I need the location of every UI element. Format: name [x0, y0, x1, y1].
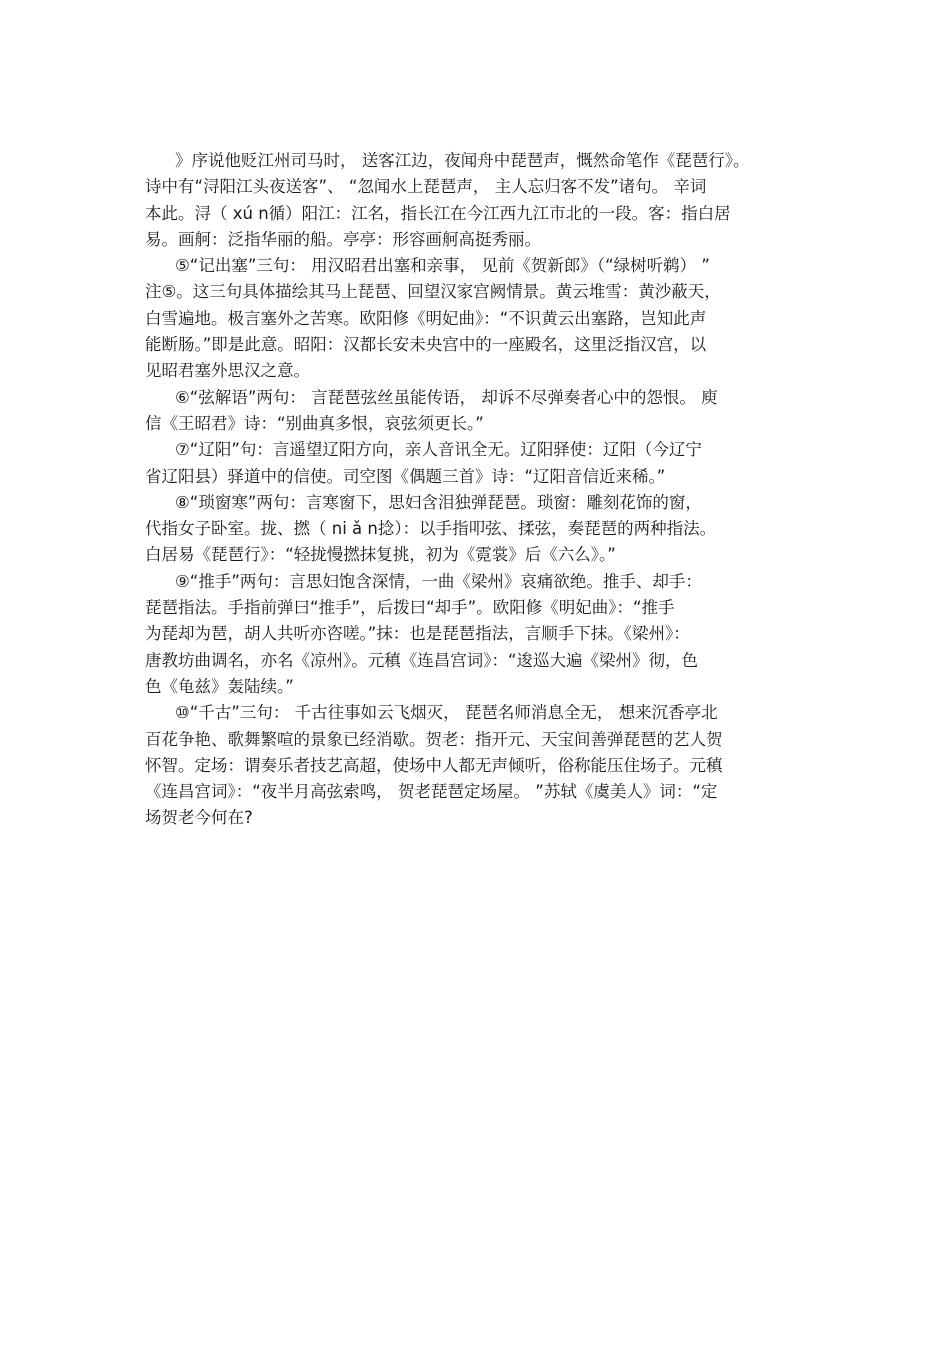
text-line: 》序说他贬江州司马时， 送客江边，夜闻舟中琵琶声，慨然命笔作《琵琶行》。 [175, 151, 750, 170]
text-line: 百花争艳、歌舞繁喧的景象已经消歇。贺老：指开元、天宝间善弹琵琶的艺人贺 [145, 729, 723, 749]
text-line: 省辽阳县）驿道中的信使。司空图《偶题三首》诗：“辽阳音信近来稀。” [145, 466, 666, 486]
text-line: 代指女子卧室。拢、撚（ ni ǎ n捻）：以手指叩弦、揉弦，奏琵琶的两种指法。 [145, 519, 717, 539]
annotation-text-block [145, 148, 810, 832]
text-line: 信《王昭君》诗：“别曲真多恨，哀弦须更长。” [145, 413, 484, 433]
text-line: ⑤“记出塞”三句： 用汉昭君出塞和亲事， 见前《贺新郎》（“绿树听鹈） ” [175, 256, 710, 276]
text-line: ⑨“推手”两句：言思妇饱含深情，一曲《梁州》哀痛欲绝。推手、却手： [175, 571, 702, 591]
text-line: 能断肠。”即是此意。昭阳：汉都长安未央宫中的一座殿名，这里泛指汉宫，以 [145, 335, 707, 355]
text-line: 场贺老今何在? [145, 808, 253, 828]
text-line: 本此。浔（ xú n循）阳江：江名，指长江在今江西九江市北的一段。客：指白居 [145, 203, 731, 223]
text-line: 色《龟兹》轰陆续。” [145, 676, 294, 696]
text-line: 易。画舸：泛指华丽的船。亭亭：形容画舸高挺秀丽。 [145, 229, 541, 249]
text-line: ⑩“千古”三句： 千古往事如云飞烟灭， 琵琶名师消息全无， 想来沉香亭北 [175, 703, 718, 723]
text-line: 为琵却为琶，胡人共听亦咨嗟。”抹：也是琵琶指法，言顺手下抹。《梁州》： [145, 624, 690, 644]
text-line: 诗中有“浔阳江头夜送客”、 “忽闻水上琵琶声， 主人忘归客不发”诸句。 辛词 [145, 177, 707, 197]
text-line: ⑦“辽阳”句：言遥望辽阳方向，亲人音讯全无。辽阳驿使：辽阳（今辽宁 [175, 440, 702, 460]
text-line: 白居易《琵琶行》：“轻拢慢撚抹复挑，初为《霓裳》后《六么》。” [145, 545, 616, 565]
text-line: 怀智。定场：谓奏乐者技艺高超，使场中人都无声倾听，俗称能压住场子。元稹 [145, 755, 723, 775]
text-line: 唐教坊曲调名，亦名《凉州》。元稹《连昌宫词》：“逡巡大遍《梁州》彻，色 [145, 650, 699, 670]
text-line: 《连昌宫词》：“夜半月高弦索鸣， 贺老琵琶定场屋。 ”苏轼《虞美人》词：“定 [145, 782, 718, 802]
text-line: 琵琶指法。手指前弹曰“推手”，后拨曰“却手”。欧阳修《明妃曲》：“推手 [145, 598, 675, 618]
text-line: 注⑤。这三句具体描绘其马上琵琶、回望汉家宫阙情景。黄云堆雪：黄沙蔽天， [145, 282, 721, 302]
text-line: ⑧“琐窗寒”两句：言寒窗下，思妇含泪独弹琵琶。琐窗：雕刻花饰的窗， [175, 492, 702, 512]
text-line: 见昭君塞外思汉之意。 [145, 361, 310, 381]
text-line: 白雪遍地。极言塞外之苦寒。欧阳修《明妃曲》：“不识黄云出塞路，岂知此声 [145, 308, 707, 328]
text-line: ⑥“弦解语”两句： 言琵琶弦丝虽能传语， 却诉不尽弹奏者心中的怨恨。 庾 [175, 387, 718, 407]
